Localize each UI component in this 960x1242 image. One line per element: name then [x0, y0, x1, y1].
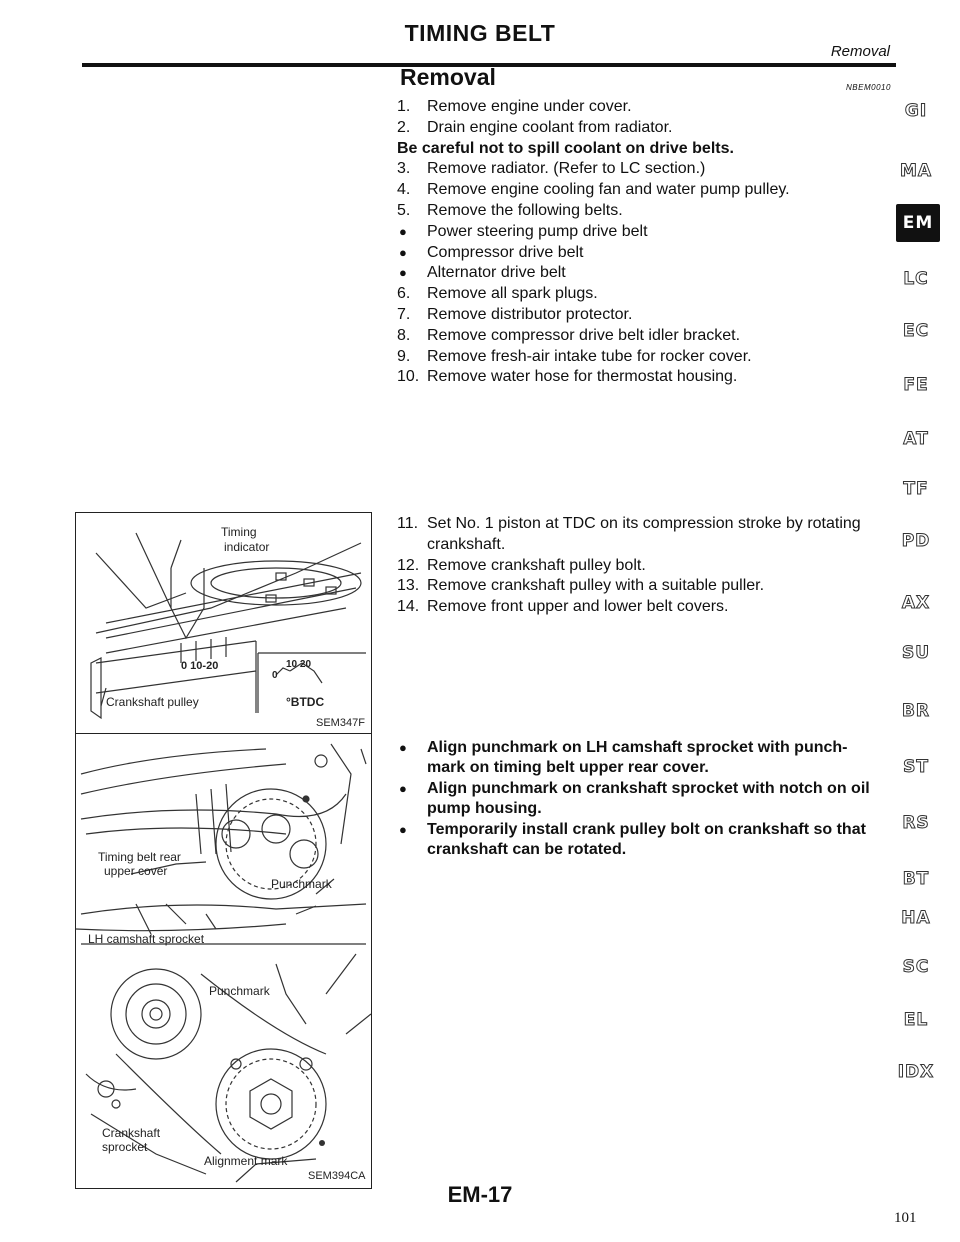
index-tab-sc[interactable]: SC — [902, 957, 930, 977]
index-tab-lc[interactable]: LC — [903, 269, 929, 289]
note-item — [397, 738, 883, 778]
bullet-icon: ● — [399, 740, 407, 755]
index-tab-em-active[interactable]: EM — [896, 204, 940, 242]
step-text: Power steering pump drive belt — [427, 222, 648, 240]
indicator-label: indicator — [224, 540, 270, 554]
crankshaft-sprocket-label-line1: Crankshaft — [102, 1126, 161, 1140]
index-tab-rs[interactable]: RS — [902, 813, 930, 833]
index-tab-tf[interactable]: TF — [903, 479, 929, 499]
index-tab-su[interactable]: SU — [901, 643, 931, 663]
step-item — [397, 118, 790, 139]
step-number: 3. — [397, 160, 411, 178]
section-code: NBEM0010 — [846, 83, 891, 92]
step-text: Remove distributor protector. — [427, 305, 633, 323]
bullet-item — [397, 263, 790, 284]
step-number: 14. — [397, 598, 420, 616]
index-tab-br[interactable]: BR — [901, 701, 931, 721]
index-tab-at[interactable]: AT — [903, 429, 929, 449]
bullet-icon: ● — [399, 223, 407, 239]
step-item — [397, 347, 790, 368]
step-item — [397, 284, 790, 305]
inset-scale-label: 10 20 — [286, 659, 312, 670]
bullet-item — [397, 243, 790, 264]
step-number: 5. — [397, 201, 411, 219]
removal-steps-part2 — [397, 514, 887, 618]
note-item — [397, 779, 883, 819]
step-number: 4. — [397, 181, 411, 199]
step-item — [397, 597, 887, 618]
step-text: Drain engine coolant from radiator. — [427, 118, 673, 136]
sprocket-alignment-drawing — [76, 734, 371, 1188]
step-number: 6. — [397, 285, 411, 303]
step-text: Remove front upper and lower belt covers. — [427, 598, 729, 616]
step-item — [397, 576, 887, 597]
step-number: 9. — [397, 347, 411, 365]
step-text: Set No. 1 piston at TDC on its compression stroke by rotating crankshaft. — [427, 515, 861, 553]
note-item — [397, 820, 883, 860]
alignment-notes — [397, 738, 883, 861]
bullet-icon: ● — [399, 822, 407, 837]
step-number: 7. — [397, 305, 411, 323]
removal-steps-part1 — [397, 97, 790, 388]
bullet-icon: ● — [399, 781, 407, 796]
index-tab-gi[interactable]: GI — [904, 101, 928, 121]
step-item — [397, 514, 887, 556]
page-number-label: EM-17 — [447, 1182, 513, 1207]
step-text: Remove engine cooling fan and water pump pulley. — [427, 181, 790, 199]
index-tab-ec[interactable]: EC — [902, 321, 930, 341]
step-text: Compressor drive belt — [427, 243, 584, 261]
step-item — [397, 305, 790, 326]
step-item — [397, 97, 790, 118]
step-number: 11. — [397, 515, 419, 532]
bullet-icon: ● — [399, 265, 407, 281]
timing-label: Timing — [221, 525, 257, 539]
step-text: Alternator drive belt — [427, 264, 566, 282]
step-text: Remove crankshaft pulley with a suitable puller. — [427, 577, 765, 595]
section-index-tabs — [890, 96, 946, 916]
step-number: 12. — [397, 556, 420, 574]
step-text: Remove fresh-air intake tube for rocker cover. — [427, 347, 752, 365]
index-tab-idx[interactable]: IDX — [897, 1062, 935, 1082]
alignment-mark-label: Alignment mark — [204, 1154, 288, 1168]
punchmark-upper-label: Punchmark — [271, 877, 332, 891]
step-number: 10. — [397, 368, 420, 386]
caution-text-content: Be careful not to spill coolant on drive belts. — [397, 139, 734, 157]
note-text: Align punchmark on crankshaft sprocket with notch on oil pump housing. — [427, 780, 870, 817]
btdc-label: °BTDC — [286, 695, 325, 709]
crankshaft-sprocket-label-line2: sprocket — [102, 1140, 148, 1154]
step-text: Remove the following belts. — [427, 201, 623, 219]
index-tab-ax[interactable]: AX — [901, 593, 931, 613]
bullet-icon: ● — [399, 244, 407, 260]
index-tab-bt[interactable]: BT — [902, 869, 930, 889]
section-heading: Removal — [400, 64, 496, 90]
note-text: Temporarily install crank pulley bolt on crankshaft so that crankshaft can be rotated. — [427, 821, 866, 858]
step-number: 2. — [397, 118, 411, 136]
index-tab-pd[interactable]: PD — [901, 531, 931, 551]
alignment-mark-dot — [319, 1140, 325, 1146]
step-number: 1. — [397, 98, 411, 115]
crankshaft-pulley-label: Crankshaft pulley — [106, 695, 199, 709]
caution-text — [397, 139, 790, 160]
step-text: Remove radiator. (Refer to LC section.) — [427, 160, 706, 178]
step-text: Remove compressor drive belt idler bracket. — [427, 326, 741, 344]
index-tab-st[interactable]: ST — [903, 757, 929, 777]
figure-code: SEM347F — [316, 717, 365, 729]
note-text: Align punchmark on LH camshaft sprocket with punch-mark on timing belt upper rear cover. — [427, 739, 848, 776]
step-item — [397, 556, 887, 577]
step-text: Remove water hose for thermostat housing. — [427, 368, 738, 386]
step-text: Remove all spark plugs. — [427, 285, 598, 303]
figure-code: SEM394CA — [308, 1170, 366, 1182]
step-item — [397, 326, 790, 347]
index-tab-el[interactable]: EL — [903, 1010, 929, 1030]
step-number: 13. — [397, 577, 420, 595]
rear-cover-label-line1: Timing belt rear — [98, 850, 181, 864]
step-text: Remove crankshaft pulley bolt. — [427, 556, 646, 574]
step-item — [397, 201, 790, 222]
step-item — [397, 367, 790, 388]
index-tab-fe[interactable]: FE — [903, 375, 929, 395]
folio-number: 101 — [894, 1210, 917, 1226]
bullet-item — [397, 222, 790, 243]
page-title: TIMING BELT — [404, 20, 556, 46]
lh-camshaft-sprocket-label: LH camshaft sprocket — [88, 932, 205, 946]
scale-label: 0 10-20 — [181, 660, 219, 672]
punchmark-lower-label: Punchmark — [209, 984, 270, 998]
index-tab-ma[interactable]: MA — [899, 161, 933, 181]
figure-sprocket-alignment — [75, 733, 372, 1189]
figure-timing-indicator — [75, 512, 372, 734]
index-tab-ha[interactable]: HA — [901, 908, 931, 928]
step-item — [397, 180, 790, 201]
step-number: 8. — [397, 326, 411, 344]
rear-cover-label-line2: upper cover — [104, 864, 168, 878]
step-item — [397, 159, 790, 180]
inset-zero-label: 0 — [272, 670, 278, 681]
step-text: Remove engine under cover. — [427, 98, 632, 115]
running-head: Removal — [830, 43, 890, 60]
